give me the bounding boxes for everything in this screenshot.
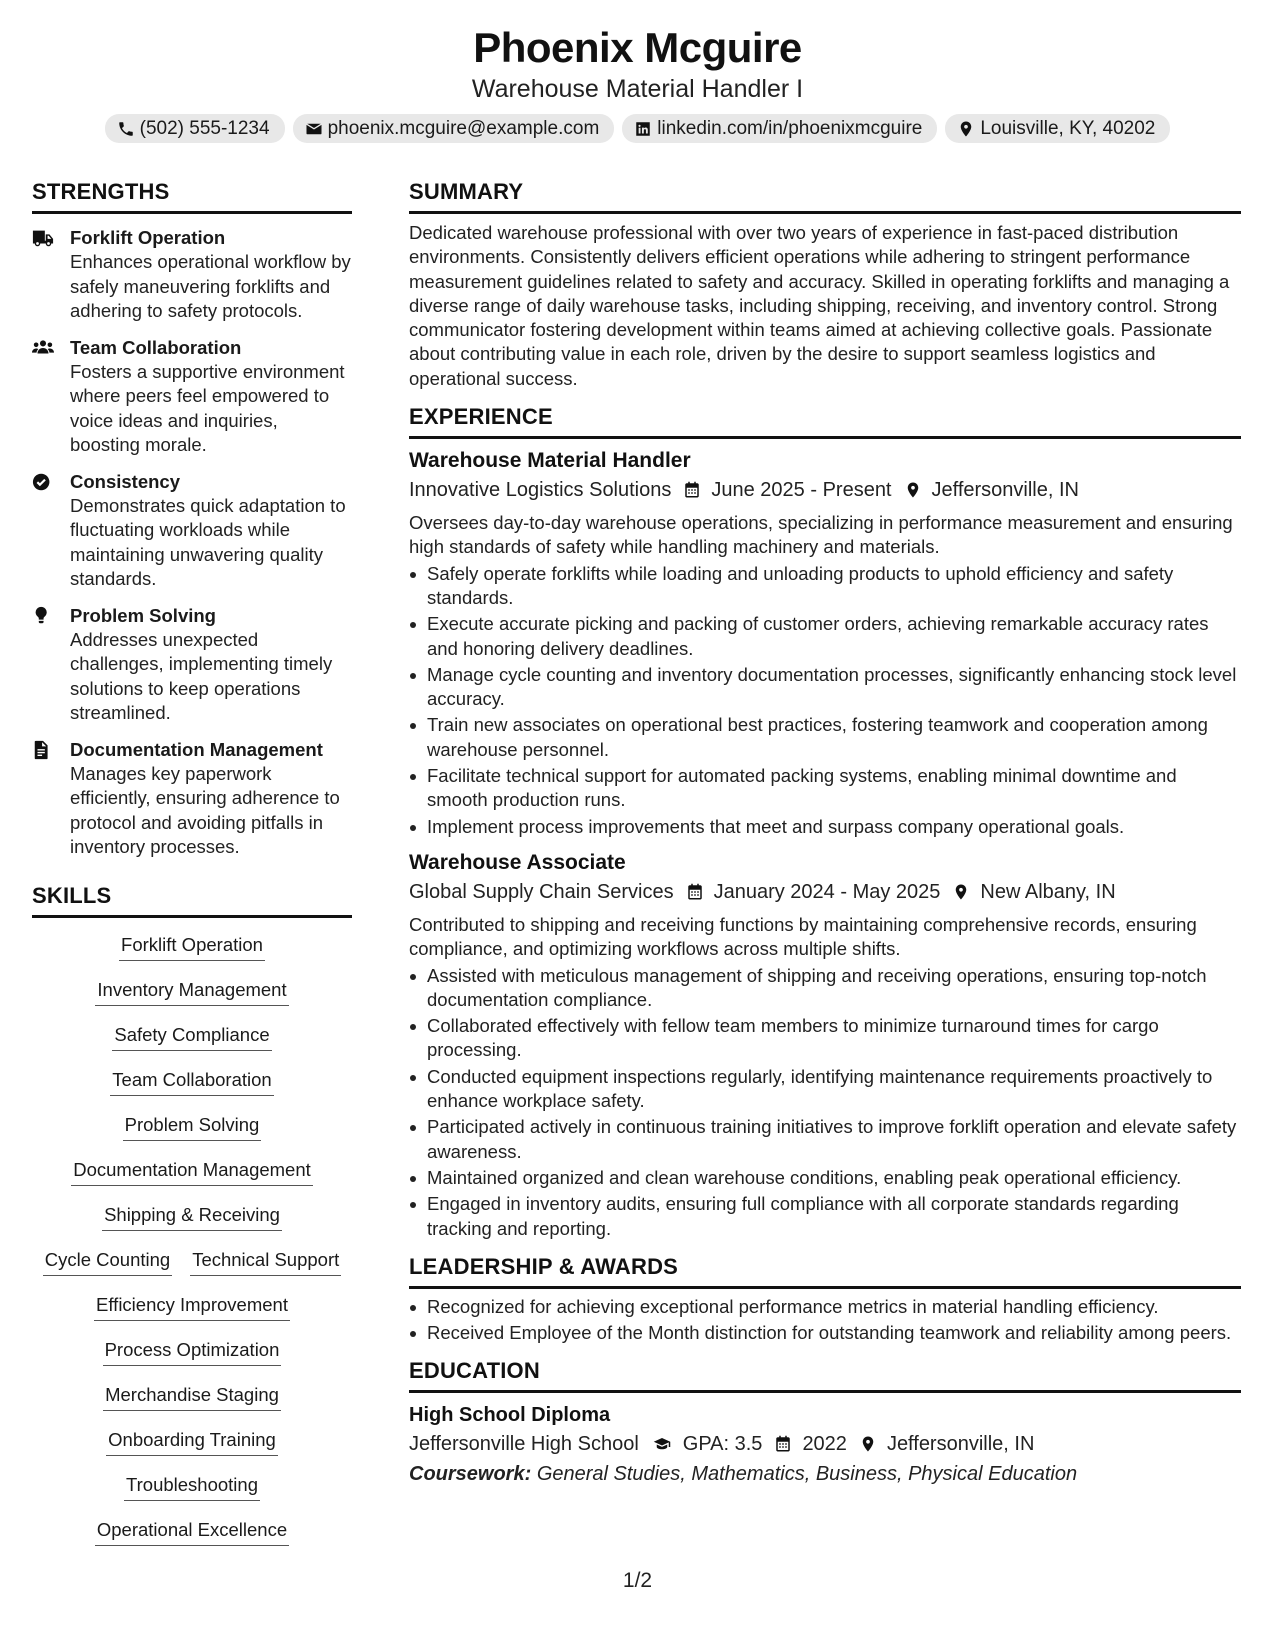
strength-item xyxy=(32,604,352,726)
experience-heading: EXPERIENCE xyxy=(409,403,1241,439)
bullet-item: Execute accurate picking and packing of customer orders, achieving remarkable accuracy rates and honoring delivery deadlines. xyxy=(409,612,1241,661)
bullet-item: Implement process improvements that meet and surpass company operational goals. xyxy=(409,815,1241,839)
job-meta xyxy=(409,877,1241,907)
map-pin-icon xyxy=(952,883,970,901)
job-location: Jeffersonville, IN xyxy=(931,479,1079,502)
job-bullets xyxy=(409,562,1241,839)
skill-tag: Documentation Management xyxy=(71,1157,313,1186)
leadership-heading: LEADERSHIP & AWARDS xyxy=(409,1253,1241,1289)
map-pin-icon xyxy=(859,1435,877,1453)
bullet-item: Safely operate forklifts while loading and unloading products to uphold efficiency and safety standards. xyxy=(409,562,1241,611)
right-column xyxy=(409,178,1241,1489)
email-text: phoenix.mcguire@example.com xyxy=(327,118,600,139)
bullet-item: Train new associates on operational best practices, fostering teamwork and cooperation among warehouse personnel. xyxy=(409,713,1241,762)
coursework xyxy=(409,1459,1241,1489)
job-company: Innovative Logistics Solutions xyxy=(409,479,672,502)
skills-heading: SKILLS xyxy=(32,882,352,918)
calendar-icon xyxy=(686,883,704,901)
strength-title: Team Collaboration xyxy=(70,336,242,358)
bullet-item: Received Employee of the Month distinction for outstanding teamwork and reliability among peers. xyxy=(409,1321,1241,1345)
skill-tag: Safety Compliance xyxy=(112,1022,271,1051)
linkedin-text: linkedin.com/in/phoenixmcguire xyxy=(657,118,923,139)
contact-linkedin[interactable] xyxy=(622,114,937,143)
strength-title: Consistency xyxy=(70,470,181,492)
contact-bar xyxy=(0,114,1275,143)
strength-item xyxy=(32,336,352,458)
strength-desc: Fosters a supportive environment where peers feel empowered to voice ideas and inquiries, boosting morale. xyxy=(70,360,345,455)
job-title: Warehouse Associate xyxy=(409,850,626,874)
document-icon xyxy=(32,740,54,760)
leadership-bullets xyxy=(409,1295,1241,1346)
job-location: New Albany, IN xyxy=(980,880,1116,903)
contact-email[interactable] xyxy=(293,114,615,143)
strength-title: Documentation Management xyxy=(70,738,323,760)
strength-desc: Manages key paperwork efficiently, ensuring adherence to protocol and avoiding pitfalls in inventory processes. xyxy=(70,762,340,857)
bullet-item: Participated actively in continuous training initiatives to improve forklift operation and elevate safety awareness. xyxy=(409,1115,1241,1164)
contact-location xyxy=(945,114,1170,143)
strengths-heading: STRENGTHS xyxy=(32,178,352,214)
skill-tag: Team Collaboration xyxy=(110,1067,273,1096)
education-entry xyxy=(409,1401,1241,1489)
strength-desc: Addresses unexpected challenges, implementing timely solutions to keep operations streamlined. xyxy=(70,628,333,723)
page-number: 1/2 xyxy=(622,1569,653,1592)
graduation-cap-icon xyxy=(651,1435,673,1453)
phone-text: (502) 555-1234 xyxy=(139,118,270,139)
check-circle-icon xyxy=(32,472,54,492)
education-meta xyxy=(409,1429,1241,1459)
strength-title: Problem Solving xyxy=(70,604,216,626)
bullet-item: Conducted equipment inspections regularly, identifying maintenance requirements proactively to enhance workplace safety. xyxy=(409,1065,1241,1114)
left-column xyxy=(32,178,352,1562)
coursework-list: General Studies, Mathematics, Business, Physical Education xyxy=(536,1463,1078,1486)
strength-desc: Enhances operational workflow by safely maneuvering forklifts and adhering to safety protocols. xyxy=(70,251,351,321)
strength-item xyxy=(32,470,352,592)
bullet-item: Recognized for achieving exceptional performance metrics in material handling efficiency. xyxy=(409,1295,1241,1319)
skill-tag: Inventory Management xyxy=(95,977,288,1006)
graduation-year: 2022 xyxy=(802,1433,847,1456)
bullet-item: Manage cycle counting and inventory documentation processes, significantly enhancing stock level accuracy. xyxy=(409,663,1241,712)
bullet-item: Maintained organized and clean warehouse conditions, enabling peak operational efficiency. xyxy=(409,1166,1241,1190)
skill-tag: Onboarding Training xyxy=(106,1427,278,1456)
job-dates: June 2025 - Present xyxy=(711,479,892,502)
job-entry xyxy=(409,849,1241,1241)
skill-tag: Process Optimization xyxy=(103,1337,282,1366)
job-description: Contributed to shipping and receiving functions by maintaining comprehensive records, ensuring compliance, and optimizing workflows across multiple shifts. xyxy=(409,913,1197,960)
bullet-item: Assisted with meticulous management of shipping and receiving operations, ensuring top-notch documentation compliance. xyxy=(409,964,1241,1013)
location-text: Louisville, KY, 40202 xyxy=(980,118,1156,139)
skill-tag: Troubleshooting xyxy=(124,1472,260,1501)
skill-tag: Problem Solving xyxy=(123,1112,262,1141)
skill-tag: Operational Excellence xyxy=(95,1517,289,1546)
job-description: Oversees day-to-day warehouse operations, specializing in performance measurement and ensuring high standards of safety while handling machinery and materials. xyxy=(409,512,1233,558)
phone-icon xyxy=(117,120,135,138)
skill-tag: Cycle Counting xyxy=(43,1247,172,1276)
skill-tag: Shipping & Receiving xyxy=(102,1202,282,1231)
job-company: Global Supply Chain Services xyxy=(409,880,674,903)
skills-list xyxy=(32,932,352,1562)
strength-desc: Demonstrates quick adaptation to fluctuating workloads while maintaining unwavering quality standards. xyxy=(70,494,346,589)
strength-title: Forklift Operation xyxy=(70,227,226,248)
users-icon xyxy=(32,338,54,358)
job-meta xyxy=(409,475,1241,505)
summary-text: Dedicated warehouse professional with over two years of experience in fast-paced distribution environments. Consistently delivers efficient operations while adhering to stringent performance measurement guidelines related to safety and accuracy. Skilled in operating forklifts and managing a diverse range of daily warehouse tasks, including shipping, receiving, and inventory control. Strong communicator fostering development within teams aimed at achieving collective goals. Passionate about contributing value in each role, driven by the desire to support seamless logistics and operational success. xyxy=(409,222,1230,389)
skill-tag: Forklift Operation xyxy=(119,932,265,961)
strength-item xyxy=(32,226,352,324)
summary-heading: SUMMARY xyxy=(409,178,1241,214)
candidate-role: Warehouse Material Handler I xyxy=(471,75,804,103)
gpa-text: GPA: 3.5 xyxy=(682,1433,763,1456)
bullet-item: Facilitate technical support for automated packing systems, enabling minimal downtime and smooth production runs. xyxy=(409,764,1241,813)
calendar-icon xyxy=(774,1435,792,1453)
strength-item xyxy=(32,738,352,860)
bullet-item: Collaborated effectively with fellow team members to minimize turnaround times for cargo processing. xyxy=(409,1014,1241,1063)
skill-tag: Efficiency Improvement xyxy=(94,1292,290,1321)
coursework-label: Coursework: xyxy=(409,1463,532,1486)
candidate-name: Phoenix Mcguire xyxy=(473,24,802,71)
map-pin-icon xyxy=(904,481,922,499)
school-location: Jeffersonville, IN xyxy=(886,1433,1035,1456)
job-entry xyxy=(409,447,1241,839)
resume-header xyxy=(0,22,1275,143)
contact-phone xyxy=(105,114,285,143)
lightbulb-icon xyxy=(32,606,54,626)
job-bullets xyxy=(409,964,1241,1241)
school-name: Jeffersonville High School xyxy=(409,1433,639,1456)
linkedin-icon xyxy=(634,120,652,138)
job-dates: January 2024 - May 2025 xyxy=(713,880,941,903)
envelope-icon xyxy=(305,120,323,138)
map-pin-icon xyxy=(957,120,975,138)
job-title: Warehouse Material Handler xyxy=(409,449,691,473)
education-heading: EDUCATION xyxy=(409,1357,1241,1393)
degree-title: High School Diploma xyxy=(409,1404,611,1427)
truck-icon xyxy=(32,228,54,248)
skill-tag: Technical Support xyxy=(190,1247,341,1276)
calendar-icon xyxy=(683,481,701,499)
bullet-item: Engaged in inventory audits, ensuring full compliance with all corporate standards regarding tracking and reporting. xyxy=(409,1192,1241,1241)
skill-tag: Merchandise Staging xyxy=(103,1382,281,1411)
